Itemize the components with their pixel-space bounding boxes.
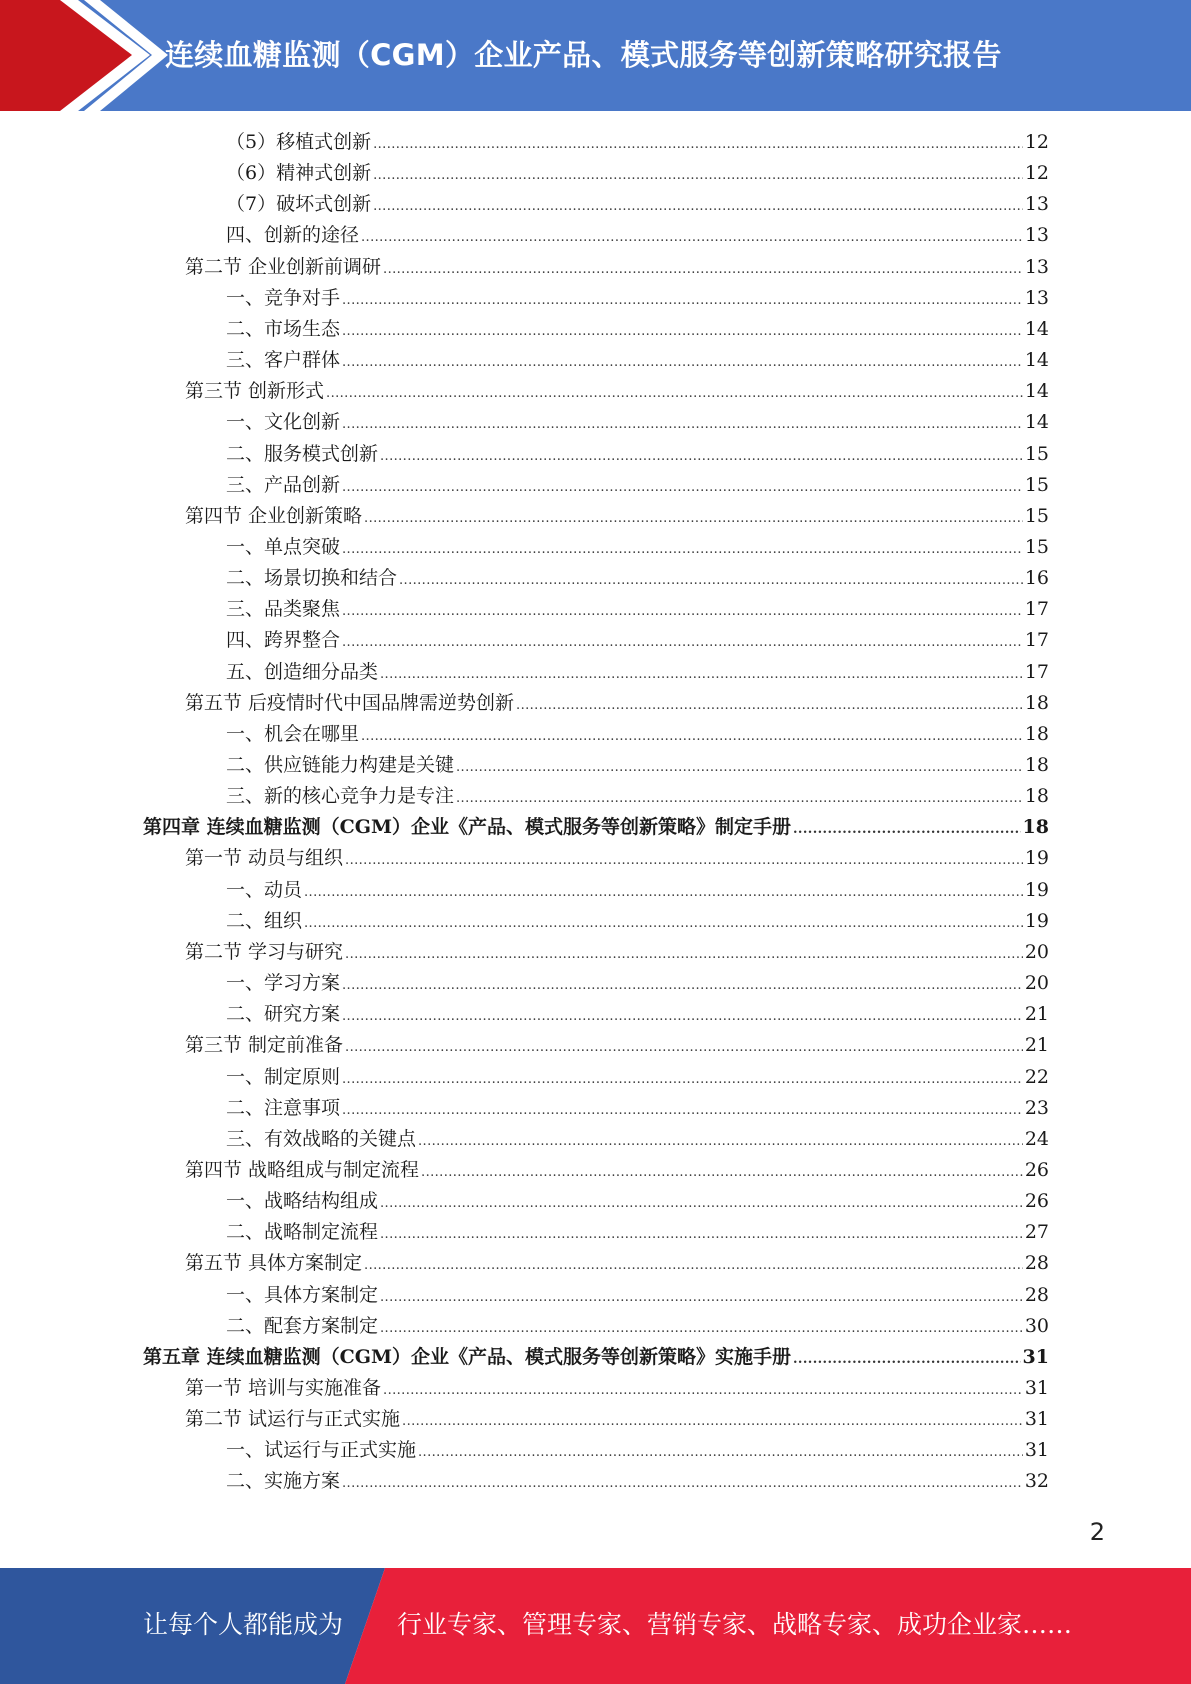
toc-entry-page: 19	[1024, 909, 1049, 932]
toc-entry-label: 第二节 试运行与正式实施	[185, 1408, 401, 1431]
toc-entry-page: 16	[1024, 567, 1049, 590]
toc-dot-leader	[361, 222, 1023, 253]
toc-dot-leader	[516, 690, 1023, 721]
toc-entry[interactable]	[226, 1124, 1049, 1155]
toc-entry-label: 三、品类聚焦	[226, 598, 341, 621]
toc-dot-leader	[456, 783, 1023, 814]
toc-entry-page: 20	[1024, 972, 1049, 995]
toc-entry-page: 27	[1024, 1221, 1049, 1244]
toc-dot-leader	[380, 1282, 1023, 1313]
page-number: 2	[1089, 1518, 1105, 1546]
toc-entry-page: 30	[1024, 1314, 1049, 1337]
toc-entry-label: 第二节 企业创新前调研	[185, 255, 382, 278]
toc-dot-leader	[345, 845, 1023, 876]
toc-entry-label: 第四节 企业创新策略	[185, 504, 363, 527]
toc-entry-label: 一、学习方案	[226, 972, 341, 995]
toc-entry-page: 13	[1024, 193, 1049, 216]
toc-entry-label: 一、竞争对手	[226, 286, 341, 309]
toc-entry[interactable]	[185, 1248, 1049, 1279]
toc-entry-page: 18	[1022, 816, 1049, 839]
toc-entry-page: 14	[1024, 411, 1049, 434]
toc-entry-label: 第一节 培训与实施准备	[185, 1377, 382, 1399]
toc-dot-leader	[421, 1157, 1023, 1188]
toc-entry-page: 13	[1024, 286, 1049, 309]
toc-entry-label: 第四章 连续血糖监测（CGM）企业《产品、模式服务等创新策略》制定手册	[143, 816, 791, 839]
toc-entry-label: 二、服务模式创新	[226, 442, 379, 465]
toc-entry-label: 一、动员	[226, 878, 303, 901]
toc-entry-page: 31	[1024, 1439, 1049, 1462]
toc-entry[interactable]	[226, 158, 1049, 189]
toc-entry-label: 第五节 后疫情时代中国品牌需逆势创新	[185, 691, 515, 714]
toc-entry-page: 31	[1024, 1377, 1049, 1399]
toc-dot-leader	[793, 814, 1021, 845]
toc-dot-leader	[342, 1001, 1023, 1032]
toc-dot-leader	[342, 1064, 1023, 1095]
toc-entry-label: 二、注意事项	[226, 1096, 341, 1119]
toc-entry-label: 四、创新的途径	[226, 224, 360, 247]
toc-entry-label: （7）破坏式创新	[226, 193, 372, 216]
toc-entry-label: 三、客户群体	[226, 349, 341, 372]
toc-entry-label: 二、配套方案制定	[226, 1314, 379, 1337]
toc-dot-leader	[342, 1095, 1023, 1126]
toc-entry-page: 15	[1024, 473, 1049, 496]
page-footer	[0, 1568, 1191, 1684]
toc-entry[interactable]	[226, 1093, 1049, 1124]
toc-dot-leader	[342, 534, 1023, 565]
toc-dot-leader	[380, 441, 1023, 472]
toc-dot-leader	[402, 1406, 1023, 1437]
toc-entry-label: （5）移植式创新	[226, 131, 372, 153]
toc-entry[interactable]	[226, 625, 1049, 656]
toc-entry-label: 二、战略制定流程	[226, 1221, 379, 1244]
toc-dot-leader	[380, 1188, 1023, 1219]
toc-entry[interactable]	[226, 1311, 1049, 1342]
toc-entry-label: 第五章 连续血糖监测（CGM）企业《产品、模式服务等创新策略》实施手册	[143, 1345, 791, 1368]
toc-entry-page: 12	[1024, 131, 1049, 153]
toc-entry-label: 二、组织	[226, 909, 303, 932]
toc-dot-leader	[373, 160, 1023, 191]
toc-entry-label: 第三节 制定前准备	[185, 1034, 344, 1057]
toc-entry[interactable]	[185, 843, 1049, 874]
header-title: 连续血糖监测（CGM）企业产品、模式服务等创新策略研究报告	[165, 38, 1002, 72]
toc-entry-label: 一、具体方案制定	[226, 1283, 379, 1306]
toc-entry[interactable]	[226, 906, 1049, 937]
toc-entry-page: 18	[1024, 722, 1049, 745]
toc-dot-leader	[342, 596, 1023, 627]
toc-entry[interactable]	[226, 1217, 1049, 1248]
toc-entry[interactable]	[226, 470, 1049, 501]
toc-entry-label: 第二节 学习与研究	[185, 940, 344, 963]
toc-entry[interactable]	[143, 1342, 1049, 1373]
toc-entry-label: 一、战略结构组成	[226, 1190, 379, 1213]
toc-entry[interactable]	[185, 1030, 1049, 1061]
toc-entry-label: 一、单点突破	[226, 535, 341, 558]
toc-entry-label: （6）精神式创新	[226, 162, 372, 185]
toc-entry-label: 二、研究方案	[226, 1003, 341, 1026]
toc-dot-leader	[342, 285, 1023, 316]
toc-entry-page: 15	[1024, 535, 1049, 558]
toc-entry-label: 一、试运行与正式实施	[226, 1439, 417, 1462]
toc-entry-page: 24	[1024, 1127, 1049, 1150]
toc-entry-page: 17	[1024, 598, 1049, 621]
toc-entry-label: 第三节 创新形式	[185, 380, 325, 403]
toc-entry[interactable]	[226, 999, 1049, 1030]
toc-entry-page: 17	[1024, 629, 1049, 652]
toc-entry-page: 14	[1024, 317, 1049, 340]
toc-dot-leader	[342, 316, 1023, 347]
toc-entry-page: 14	[1024, 349, 1049, 372]
toc-entry-page: 17	[1024, 660, 1049, 683]
toc-dot-leader	[399, 565, 1023, 596]
toc-dot-leader	[342, 970, 1023, 1001]
toc-entry[interactable]	[226, 127, 1049, 158]
toc-entry[interactable]	[226, 1435, 1049, 1466]
toc-entry-label: 二、市场生态	[226, 317, 341, 340]
toc-entry[interactable]	[185, 501, 1049, 532]
toc-entry-page: 26	[1024, 1158, 1049, 1181]
toc-dot-leader	[304, 908, 1023, 939]
toc-entry-page: 19	[1024, 847, 1049, 870]
toc-entry[interactable]	[226, 345, 1049, 376]
toc-entry-page: 13	[1024, 255, 1049, 278]
toc-entry-label: 一、制定原则	[226, 1065, 341, 1088]
toc-entry-page: 18	[1024, 754, 1049, 776]
toc-entry-label: 五、创造细分品类	[226, 660, 379, 683]
toc-entry-page: 23	[1024, 1096, 1049, 1119]
toc-entry-label: 二、场景切换和结合	[226, 567, 398, 590]
toc-entry-page: 15	[1024, 442, 1049, 465]
toc-entry-page: 31	[1024, 1408, 1049, 1431]
toc-entry-page: 26	[1024, 1190, 1049, 1213]
toc-entry-page: 20	[1024, 940, 1049, 963]
toc-entry[interactable]	[226, 594, 1049, 625]
toc-dot-leader	[418, 1437, 1023, 1468]
toc-dot-leader	[342, 409, 1023, 440]
toc-entry[interactable]	[226, 314, 1049, 345]
toc-entry-page: 12	[1024, 162, 1049, 185]
toc-entry[interactable]	[226, 875, 1049, 906]
toc-entry[interactable]	[226, 407, 1049, 438]
toc-entry[interactable]	[226, 220, 1049, 251]
toc-entry-page: 14	[1024, 380, 1049, 403]
toc-entry-label: 三、有效战略的关键点	[226, 1127, 417, 1150]
toc-entry[interactable]	[226, 1280, 1049, 1311]
toc-dot-leader	[342, 1468, 1023, 1499]
toc-dot-leader	[364, 1250, 1023, 1281]
toc-entry[interactable]	[226, 1186, 1049, 1217]
toc-entry-label: 第五节 具体方案制定	[185, 1252, 363, 1275]
toc-dot-leader	[304, 877, 1023, 908]
toc-entry-page: 15	[1024, 504, 1049, 527]
toc-entry[interactable]	[185, 688, 1049, 719]
toc-entry-page: 13	[1024, 224, 1049, 247]
toc-dot-leader	[380, 659, 1023, 690]
toc-entry[interactable]	[226, 781, 1049, 812]
toc-entry[interactable]	[226, 439, 1049, 470]
toc-entry[interactable]	[185, 1373, 1049, 1404]
toc-entry[interactable]	[185, 937, 1049, 968]
toc-dot-leader	[342, 472, 1023, 503]
toc-entry-label: 一、文化创新	[226, 411, 341, 434]
toc-entry[interactable]	[226, 283, 1049, 314]
toc-entry-page: 21	[1024, 1034, 1049, 1057]
footer-slogan-left: 让每个人都能成为	[143, 1610, 344, 1639]
toc-entry-page: 32	[1024, 1470, 1049, 1493]
toc-entry[interactable]	[226, 189, 1049, 220]
toc-entry-label: 二、实施方案	[226, 1470, 341, 1493]
toc-entry-page: 28	[1024, 1283, 1049, 1306]
toc-entry-page: 18	[1024, 691, 1049, 714]
toc-entry-label: 第四节 战略组成与制定流程	[185, 1158, 420, 1181]
toc-entry[interactable]	[226, 968, 1049, 999]
toc-dot-leader	[383, 254, 1023, 285]
toc-dot-leader	[456, 752, 1023, 783]
toc-dot-leader	[345, 1032, 1023, 1063]
toc-entry-page: 18	[1024, 785, 1049, 808]
toc-entry[interactable]	[226, 657, 1049, 688]
toc-dot-leader	[373, 129, 1023, 160]
toc-entry-label: 一、机会在哪里	[226, 722, 360, 745]
toc-dot-leader	[345, 939, 1023, 970]
toc-entry-label: 三、产品创新	[226, 473, 341, 496]
toc-dot-leader	[373, 191, 1023, 222]
toc-entry[interactable]	[226, 1466, 1049, 1497]
toc-entry[interactable]	[143, 812, 1049, 843]
toc-entry-page: 31	[1022, 1345, 1049, 1368]
toc-dot-leader	[342, 347, 1023, 378]
toc-entry[interactable]	[185, 252, 1049, 283]
toc-entry[interactable]	[185, 1404, 1049, 1435]
toc-dot-leader	[326, 378, 1023, 409]
toc-entry[interactable]	[226, 1062, 1049, 1093]
toc-dot-leader	[364, 503, 1023, 534]
toc-entry[interactable]	[226, 719, 1049, 750]
toc-entry-label: 四、跨界整合	[226, 629, 341, 652]
toc-entry-label: 三、新的核心竞争力是专注	[226, 785, 455, 808]
footer-slogan-right: 行业专家、管理专家、营销专家、战略专家、成功企业家……	[397, 1610, 1073, 1639]
toc-entry[interactable]	[226, 750, 1049, 781]
toc-dot-leader	[342, 627, 1023, 658]
toc-dot-leader	[418, 1126, 1023, 1157]
toc-dot-leader	[380, 1313, 1023, 1344]
toc-entry[interactable]	[185, 1155, 1049, 1186]
toc-entry-label: 第一节 动员与组织	[185, 847, 344, 870]
toc-entry-page: 28	[1024, 1252, 1049, 1275]
toc-dot-leader	[383, 1375, 1023, 1406]
toc-entry[interactable]	[226, 532, 1049, 563]
toc-dot-leader	[361, 721, 1023, 752]
toc-entry-page: 21	[1024, 1003, 1049, 1026]
toc-entry[interactable]	[226, 563, 1049, 594]
page-header	[0, 0, 1191, 111]
toc-entry-label: 二、供应链能力构建是关键	[226, 754, 455, 776]
toc-entry-page: 22	[1024, 1065, 1049, 1088]
toc-entry[interactable]	[185, 376, 1049, 407]
toc-entry-page: 19	[1024, 878, 1049, 901]
toc-dot-leader	[380, 1219, 1023, 1250]
toc-dot-leader	[793, 1344, 1021, 1375]
